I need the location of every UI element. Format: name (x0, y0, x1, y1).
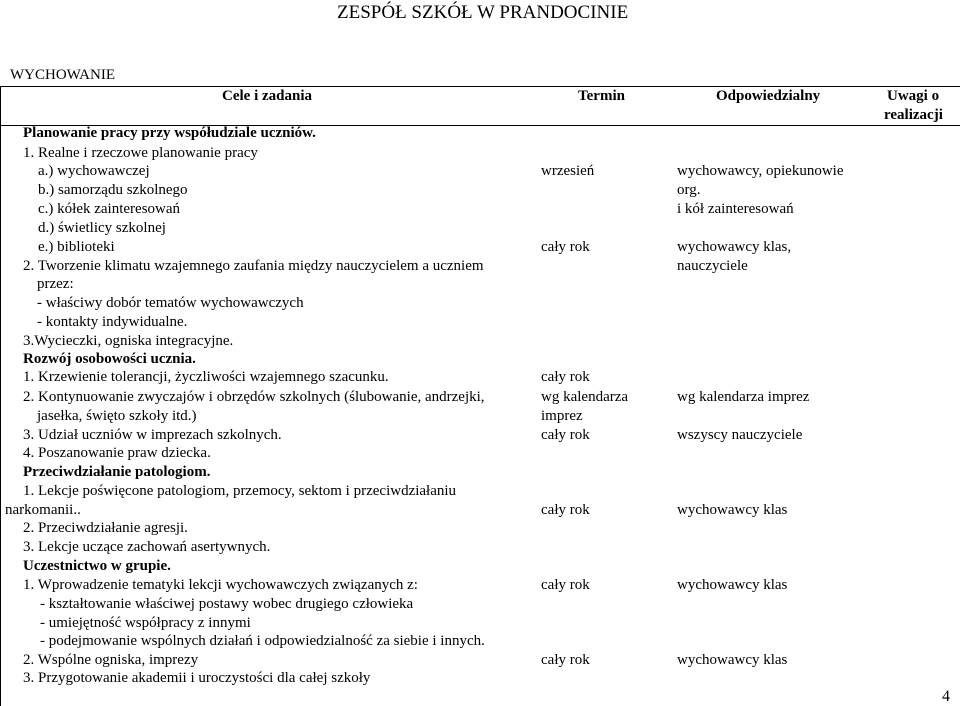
goal-line: 1. Krzewienie tolerancji, życzliwości wzajemnego szacunku. (23, 369, 389, 385)
term-cell: cały rok (541, 652, 590, 668)
goal-line: jasełka, święto szkoły itd.) (37, 408, 197, 424)
goal-line: 2. Wspólne ogniska, imprezy (23, 652, 199, 668)
goal-line: 1. Realne i rzeczowe planowanie pracy (23, 145, 258, 161)
section-title: WYCHOWANIE (10, 67, 115, 83)
goal-line: - kontakty indywidualne. (37, 314, 188, 330)
responsible-cell: wg kalendarza imprez (677, 389, 810, 405)
header-term: Termin (578, 88, 625, 104)
section-heading: Uczestnictwo w grupie. (23, 558, 171, 574)
responsible-cell: nauczyciele (677, 258, 748, 274)
term-cell: cały rok (541, 369, 590, 385)
header-notes: Uwagi o (887, 88, 940, 104)
goal-line: - podejmowanie wspólnych działań i odpowiedzialność za siebie i innych. (40, 633, 485, 649)
goal-line: a.) wychowawczej (38, 163, 150, 179)
term-cell: cały rok (541, 239, 590, 255)
goal-line: c.) kółek zainteresowań (38, 201, 181, 217)
goal-line: przez: (37, 276, 74, 292)
term-cell: cały rok (541, 577, 590, 593)
responsible-cell: org. (677, 182, 701, 198)
goal-line: narkomanii.. (5, 502, 81, 518)
goal-line: - właściwy dobór tematów wychowawczych (37, 295, 304, 311)
goal-line: d.) świetlicy szkolnej (38, 220, 166, 236)
table-left-border (0, 86, 1, 706)
table-top-border (0, 86, 960, 87)
section-heading: Rozwój osobowości ucznia. (23, 351, 196, 367)
goal-line: 2. Tworzenie klimatu wzajemnego zaufania między nauczycielem a uczniem (23, 258, 484, 274)
goal-line: 3. Przygotowanie akademii i uroczystości dla całej szkoły (23, 670, 371, 686)
responsible-cell: wychowawcy klas (677, 577, 788, 593)
responsible-cell: wychowawcy, opiekunowie (677, 163, 844, 179)
goal-line: 3.Wycieczki, ogniska integracyjne. (23, 333, 234, 349)
header-goals: Cele i zadania (222, 88, 312, 104)
goal-line: 1. Wprowadzenie tematyki lekcji wychowawczych związanych z: (23, 577, 418, 593)
goal-line: e.) biblioteki (38, 239, 115, 255)
term-cell: imprez (541, 408, 583, 424)
goal-line: 1. Lekcje poświęcone patologiom, przemocy, sektom i przeciwdziałaniu (23, 483, 457, 499)
term-cell: wg kalendarza (541, 389, 629, 405)
goal-line: 3. Lekcje uczące zachowań asertywnych. (23, 539, 271, 555)
goal-line: b.) samorządu szkolnego (38, 182, 188, 198)
section-heading: Przeciwdziałanie patologiom. (23, 464, 211, 480)
term-cell: cały rok (541, 427, 590, 443)
section-heading: Planowanie pracy przy współudziale uczniów. (23, 125, 316, 141)
responsible-cell: wychowawcy klas (677, 502, 788, 518)
goal-line: 2. Przeciwdziałanie agresji. (23, 520, 188, 536)
school-title: ZESPÓŁ SZKÓŁ W PRANDOCINIE (337, 2, 629, 23)
term-cell: cały rok (541, 502, 590, 518)
header-notes-cont: realizacji (884, 107, 943, 123)
responsible-cell: wychowawcy klas, (677, 239, 792, 255)
goal-line: - kształtowanie właściwej postawy wobec drugiego człowieka (40, 596, 414, 612)
responsible-cell: wszyscy nauczyciele (677, 427, 803, 443)
goal-line: - umiejętność współpracy z innymi (40, 615, 251, 631)
responsible-cell: i kół zainteresowań (677, 201, 794, 217)
goal-line: 4. Poszanowanie praw dziecka. (23, 445, 211, 461)
goal-line: 3. Udział uczniów w imprezach szkolnych. (23, 427, 282, 443)
term-cell: wrzesień (541, 163, 595, 179)
page-number: 4 (942, 688, 950, 705)
header-responsible: Odpowiedzialny (716, 88, 821, 104)
goal-line: 2. Kontynuowanie zwyczajów i obrzędów szkolnych (ślubowanie, andrzejki, (23, 389, 485, 405)
responsible-cell: wychowawcy klas (677, 652, 788, 668)
